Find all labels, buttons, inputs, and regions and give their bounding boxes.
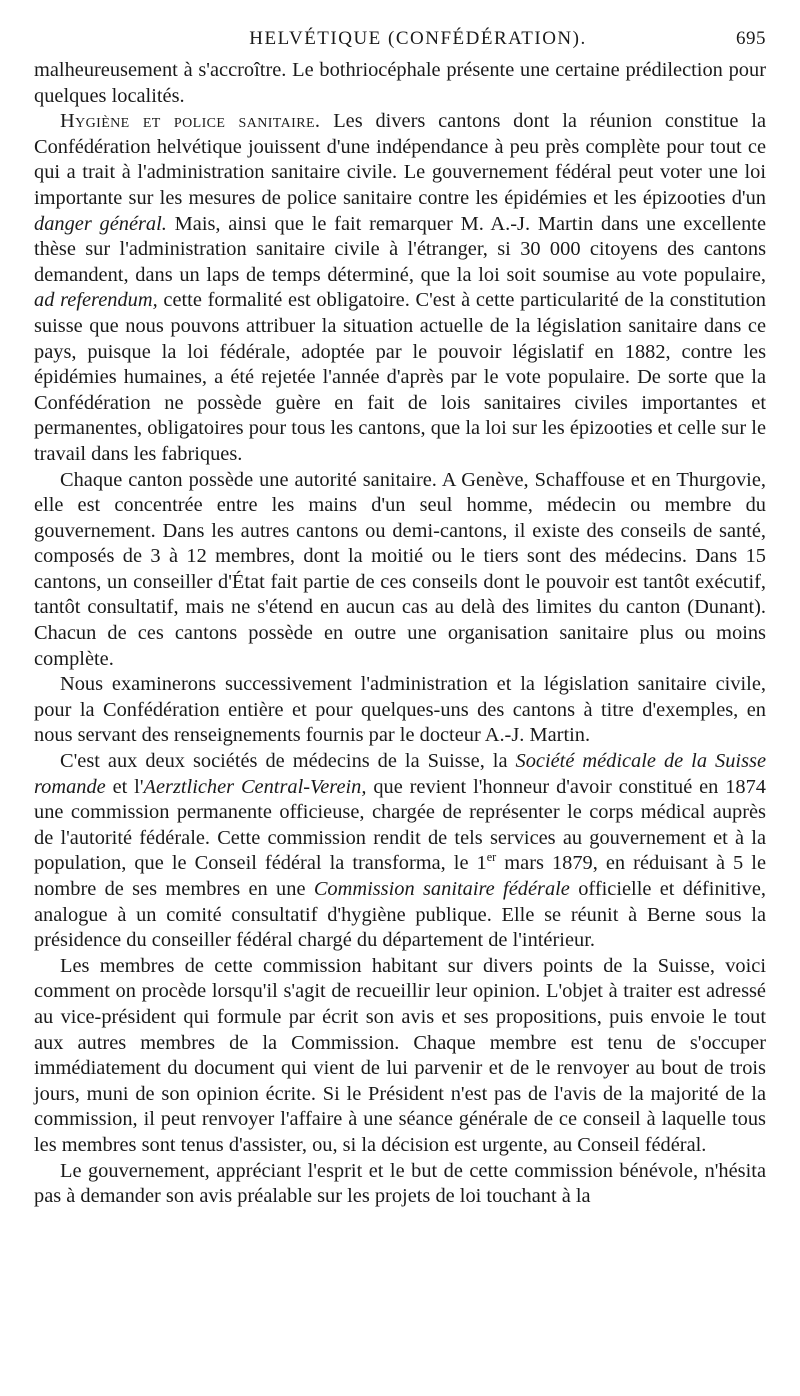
- page-number: 695: [736, 28, 766, 49]
- italic-term: Société médicale de la Suisse romande: [34, 750, 766, 798]
- paragraph-examinerons: Nous examinerons successivement l'administration et la législation sanitaire civile, pour la Confédération entière et pour quelques-uns des cantons à titre d'exemples, en nous servant des renseignements fournis par le docteur A.-J. Martin.: [34, 673, 766, 747]
- paragraph-hygiene: [34, 109, 766, 467]
- text-run: officielle et définitive, analogue à un comité consultatif d'hygiène publique. Elle se réunit à Berne sous la présidence du conseiller fédéral chargé du département de l'intérieur.: [34, 878, 767, 952]
- italic-term: ad referendum,: [34, 289, 158, 312]
- text-run: cette formalité est obligatoire. C'est à cette particularité de la constitution suisse que nous pouvons attribuer la situation actuelle de la législation sanitaire dans ce pays, puisque la loi fédérale, adoptée par le pouvoir législatif en 1882, contre les épidémies humaines, a été rejetée l'année d'après par le vote populaire. De sorte que la Confédération ne possède guère en fait de lois sanitaires civiles importantes et permanentes, obligatoires pour tous les cantons, que la loi sur les épizooties et celle sur le travail dans les fabriques.: [34, 289, 766, 465]
- running-title: HELVÉTIQUE (CONFÉDÉRATION).: [249, 28, 587, 49]
- italic-term: danger général.: [34, 212, 167, 235]
- italic-term: Commission sanitaire fédérale: [313, 878, 570, 900]
- paragraph-commission: [34, 749, 766, 954]
- superscript: er: [486, 850, 497, 865]
- body-text: [34, 58, 766, 1210]
- paragraph-continued: malheureusement à s'accroître. Le bothriocéphale présente une certaine prédilection pour quelques localités.: [34, 59, 766, 107]
- text-run: Mais, ainsi que le fait remarquer M. A.-J. Martin dans une excellente thèse sur l'administration sanitaire civile à l'étranger, si 30 000 citoyens des cantons demandent, dans un laps de temps déterminé, que la loi soit soumise au vote populaire,: [34, 212, 766, 286]
- text-run: que revient l'honneur d'avoir constitué en 1874 une commission permanente officieuse, chargée de représenter le corps médical auprès de l'autorité fédérale. Cette commission rendit de tels services au gouvernement et à la population, que le Conseil fédéral la transforma, le 1: [34, 775, 767, 875]
- italic-term: Aerztlicher Central-Verein,: [143, 775, 367, 798]
- text-run: mars 1879, en réduisant à 5 le nombre de ses membres en une: [34, 852, 766, 900]
- text-run: Les divers cantons dont la réunion constitue la Confédération helvétique jouissent d'une indépendance à peu près complète pour tout ce qui a trait à l'administration sanitaire civile. Le gouvernement fédéral peut voter une loi importante sur les mesures de police sanitaire contre les épidémies et les épizooties d'un: [34, 110, 766, 209]
- paragraph-membres: Les membres de cette commission habitant sur divers points de la Suisse, voici comment on procède lorsqu'il s'agit de recueillir leur opinion. L'objet à traiter est adressé au vice-président qui formule par écrit son avis et ses propositions, puis envoie le tout aux autres membres de la Commission. Chaque membre est tenu de s'occuper immédiatement du document qui vient de lui parvenir et de le renvoyer au bout de trois jours, muni de son opinion écrite. Si le Président n'est pas de l'avis de la majorité de la commission, il peut renvoyer l'affaire à une séance générale de ce conseil à laquelle tous les membres sont tenus d'assister, ou, si la décision est urgente, au Conseil fédéral.: [34, 954, 766, 1156]
- running-header: [34, 28, 766, 58]
- section-heading-hygiene: Hygiène et police sanitaire.: [60, 110, 321, 133]
- text-run: C'est aux deux sociétés de médecins de la Suisse, la: [60, 750, 516, 773]
- text-run: et l': [105, 775, 144, 798]
- paragraph-gouvernement: Le gouvernement, appréciant l'esprit et le but de cette commission bénévole, n'hésita pas à demander son avis préalable sur les projets de loi touchant à la: [34, 1159, 766, 1208]
- paragraph-cantons: Chaque canton possède une autorité sanitaire. A Genève, Schaffouse et en Thurgovie, elle est concentrée entre les mains d'un seul homme, médecin ou membre du gouvernement. Dans les autres cantons ou demi-cantons, il existe des conseils de santé, composés de 3 à 12 membres, dont la moitié ou le tiers sont des médecins. Dans 15 cantons, un conseiller d'État fait partie de ces conseils dont le pouvoir est tantôt exécutif, tantôt consultatif, mais ne s'étend en aucun cas au delà des limites du canton (Dunant). Chacun de ces cantons possède en outre une organisation sanitaire plus ou moins complète.: [34, 468, 766, 670]
